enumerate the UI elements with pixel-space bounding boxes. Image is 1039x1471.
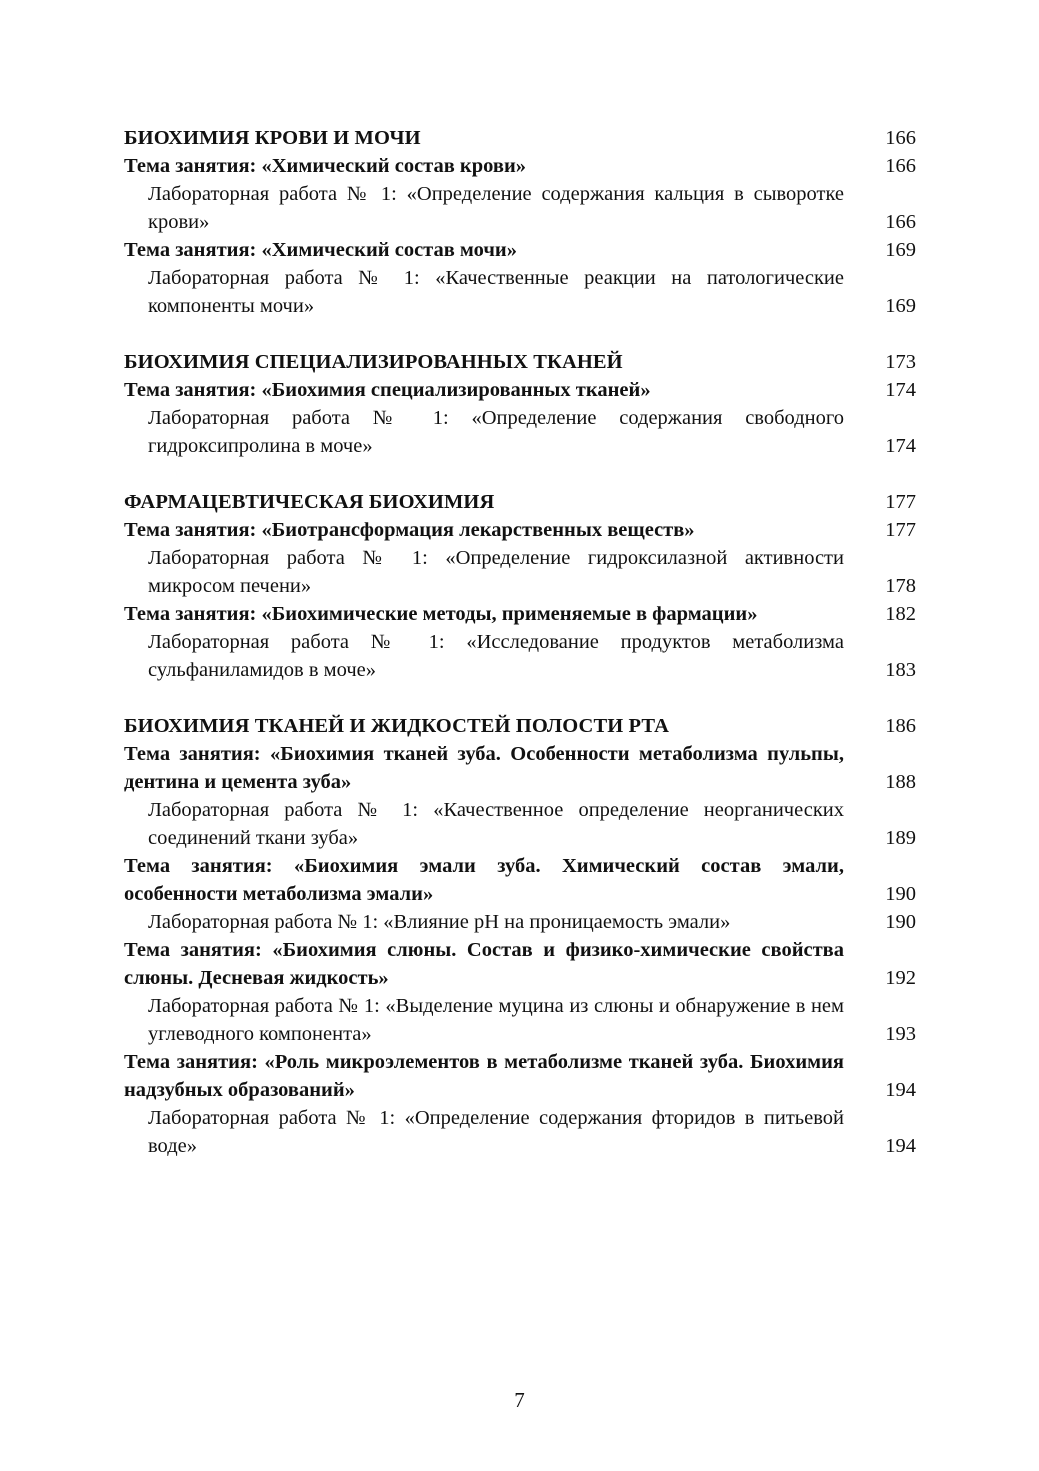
topic-entry-text: Тема занятия: «Биохимия эмали зуба. Химический состав эмали, особенности метаболизма эмали»: [124, 855, 844, 905]
section-heading: [124, 712, 916, 740]
lab-entry: [124, 1104, 916, 1160]
section-heading-text: БИОХИМИЯ СПЕЦИАЛИЗИРОВАННЫХ ТКАНЕЙ: [124, 351, 623, 373]
toc-section: [124, 712, 916, 1160]
lab-entry-text: Лабораторная работа № 1: «Качественное определение неорганических соединений ткани зуба»: [148, 799, 844, 849]
lab-entry-text: Лабораторная работа № 1: «Определение содержания кальция в сыворотке крови»: [148, 183, 844, 233]
section-heading-text: БИОХИМИЯ КРОВИ И МОЧИ: [124, 127, 421, 149]
topic-entry-text: Тема занятия: «Химический состав крови»: [124, 155, 527, 177]
toc-section: [124, 124, 916, 320]
topic-entry: [124, 852, 916, 908]
topic-entry: [124, 600, 916, 628]
topic-entry-page-number: 166: [885, 155, 916, 177]
lab-entry: [124, 180, 916, 236]
lab-entry: [124, 992, 916, 1048]
topic-entry-page-number: 192: [885, 967, 916, 989]
lab-entry-page-number: 166: [885, 211, 916, 233]
toc-section: [124, 488, 916, 684]
lab-entry-text: Лабораторная работа № 1: «Влияние рН на проницаемость эмали»: [148, 911, 731, 933]
section-heading: [124, 124, 916, 152]
page-number: 7: [514, 1388, 525, 1412]
topic-entry: [124, 516, 916, 544]
lab-entry: [124, 628, 916, 684]
section-heading-page-number: 177: [885, 491, 916, 513]
lab-entry: [124, 544, 916, 600]
topic-entry-page-number: 194: [885, 1079, 916, 1101]
topic-entry-page-number: 190: [885, 883, 916, 905]
topic-entry: [124, 152, 916, 180]
topic-entry-text: Тема занятия: «Роль микроэлементов в метаболизме тканей зуба. Биохимия надзубных образований»: [124, 1051, 844, 1101]
section-heading: [124, 488, 916, 516]
topic-entry-page-number: 169: [885, 239, 916, 261]
section-heading: [124, 348, 916, 376]
lab-entry: [124, 796, 916, 852]
lab-entry-text: Лабораторная работа № 1: «Определение содержания свободного гидроксипролина в моче»: [148, 407, 844, 457]
topic-entry: [124, 236, 916, 264]
lab-entry-text: Лабораторная работа № 1: «Качественные реакции на патологические компоненты мочи»: [148, 267, 844, 317]
toc-section: [124, 348, 916, 460]
lab-entry-page-number: 183: [885, 659, 916, 681]
lab-entry: [124, 404, 916, 460]
lab-entry: [124, 908, 916, 936]
topic-entry-text: Тема занятия: «Биохимия специализированных тканей»: [124, 379, 651, 401]
table-of-contents: [124, 124, 916, 1160]
topic-entry-page-number: 177: [885, 519, 916, 541]
section-heading-page-number: 186: [885, 715, 916, 737]
lab-entry-text: Лабораторная работа № 1: «Выделение муцина из слюны и обнаружение в нем углеводного компонента»: [148, 995, 844, 1045]
lab-entry: [124, 264, 916, 320]
lab-entry-page-number: 178: [885, 575, 916, 597]
topic-entry-text: Тема занятия: «Биохимия слюны. Состав и физико-химические свойства слюны. Десневая жидкость»: [124, 939, 844, 989]
lab-entry-text: Лабораторная работа № 1: «Определение содержания фторидов в питьевой воде»: [148, 1107, 844, 1157]
lab-entry-text: Лабораторная работа № 1: «Исследование продуктов метаболизма сульфаниламидов в моче»: [148, 631, 844, 681]
lab-entry-text: Лабораторная работа № 1: «Определение гидроксилазной активности микросом печени»: [148, 547, 844, 597]
topic-entry-page-number: 188: [885, 771, 916, 793]
lab-entry-page-number: 189: [885, 827, 916, 849]
lab-entry-page-number: 193: [885, 1023, 916, 1045]
topic-entry-text: Тема занятия: «Биотрансформация лекарственных веществ»: [124, 519, 695, 541]
lab-entry-page-number: 190: [885, 911, 916, 933]
topic-entry-text: Тема занятия: «Химический состав мочи»: [124, 239, 517, 261]
section-heading-text: ФАРМАЦЕВТИЧЕСКАЯ БИОХИМИЯ: [124, 491, 495, 513]
topic-entry: [124, 376, 916, 404]
topic-entry: [124, 740, 916, 796]
lab-entry-page-number: 174: [885, 435, 916, 457]
topic-entry-text: Тема занятия: «Биохимические методы, применяемые в фармации»: [124, 603, 758, 625]
lab-entry-page-number: 169: [885, 295, 916, 317]
section-heading-text: БИОХИМИЯ ТКАНЕЙ И ЖИДКОСТЕЙ ПОЛОСТИ РТА: [124, 715, 670, 737]
lab-entry-page-number: 194: [885, 1135, 916, 1157]
topic-entry-page-number: 174: [885, 379, 916, 401]
section-heading-page-number: 173: [885, 351, 916, 373]
topic-entry: [124, 1048, 916, 1104]
topic-entry-page-number: 182: [885, 603, 916, 625]
section-heading-page-number: 166: [885, 127, 916, 149]
topic-entry-text: Тема занятия: «Биохимия тканей зуба. Особенности метаболизма пульпы, дентина и цемента зуба»: [124, 743, 844, 793]
topic-entry: [124, 936, 916, 992]
